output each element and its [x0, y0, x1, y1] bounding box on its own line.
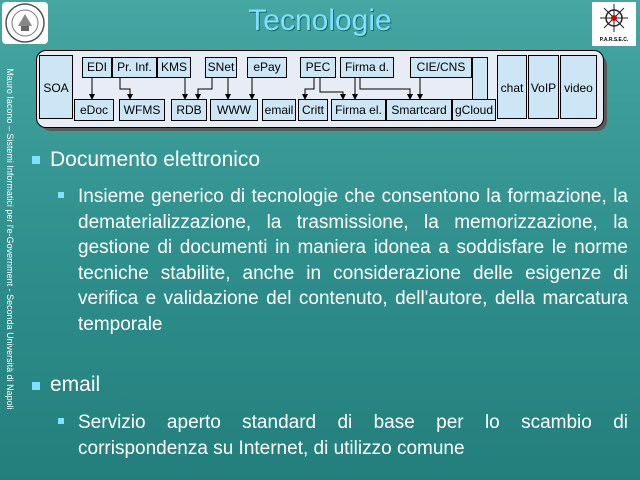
box-smartcard: Smartcard: [386, 99, 452, 121]
bullet-documento: [32, 156, 40, 164]
box-critt: Critt: [298, 99, 328, 121]
box-cie-cns: CIE/CNS: [410, 57, 472, 78]
section-text-documento: Insieme generico di tecnologie che consentono la formazione, la dematerializzazione, la trasmissione, la memorizzazione, la gestione di documenti in maniera idonea a soddisfare le norme tecniche stabilite, anche in considerazione delle esigenze di verifica e validazione del contenuto, dell'autore, della marcatura temporale: [78, 186, 628, 335]
box-edi: EDI: [82, 57, 112, 78]
box-pr-inf: Pr. Inf.: [112, 57, 157, 78]
box-firma-el: Firma el.: [331, 99, 386, 121]
box-voip: VoIP: [528, 55, 559, 119]
box-email: email: [262, 99, 296, 121]
box-epay: ePay: [247, 57, 287, 78]
sub-bullet-documento: [58, 192, 64, 198]
parsec-logo-caption: P.A.R.S.E.C.: [599, 37, 629, 43]
sidebar-author-text: Mauro Iacono – Sistemi Informatici per l'e-Government - Seconda Università di Napoli: [5, 68, 15, 410]
section-text-email: Servizio aperto standard di base per lo scambio di corrispondenza su Internet, di utilizzo comune: [78, 412, 628, 459]
bullet-email: [32, 382, 40, 390]
box-chat: chat: [497, 55, 527, 119]
parsec-logo: [592, 2, 636, 46]
sub-bullet-email: [58, 418, 64, 424]
box-www: WWW: [210, 99, 258, 121]
university-seal-logo: [2, 2, 48, 44]
box-video: video: [560, 55, 597, 119]
box-soa: SOA: [39, 55, 73, 119]
box-gcloud: gCloud: [452, 99, 496, 121]
box-kms: KMS: [157, 57, 191, 78]
page-title: Tecnologie: [248, 4, 392, 37]
box-snet: SNet: [205, 57, 237, 78]
box-rdb: RDB: [171, 99, 207, 121]
section-heading-email: email: [50, 373, 101, 396]
box-wfms: WFMS: [119, 99, 165, 121]
box-edoc: eDoc: [74, 99, 114, 121]
box-firma-d: Firma d.: [340, 57, 394, 78]
section-heading-documento: Documento elettronico: [50, 148, 261, 171]
box-pec: PEC: [300, 57, 336, 78]
sidebar-strip: [0, 0, 16, 480]
